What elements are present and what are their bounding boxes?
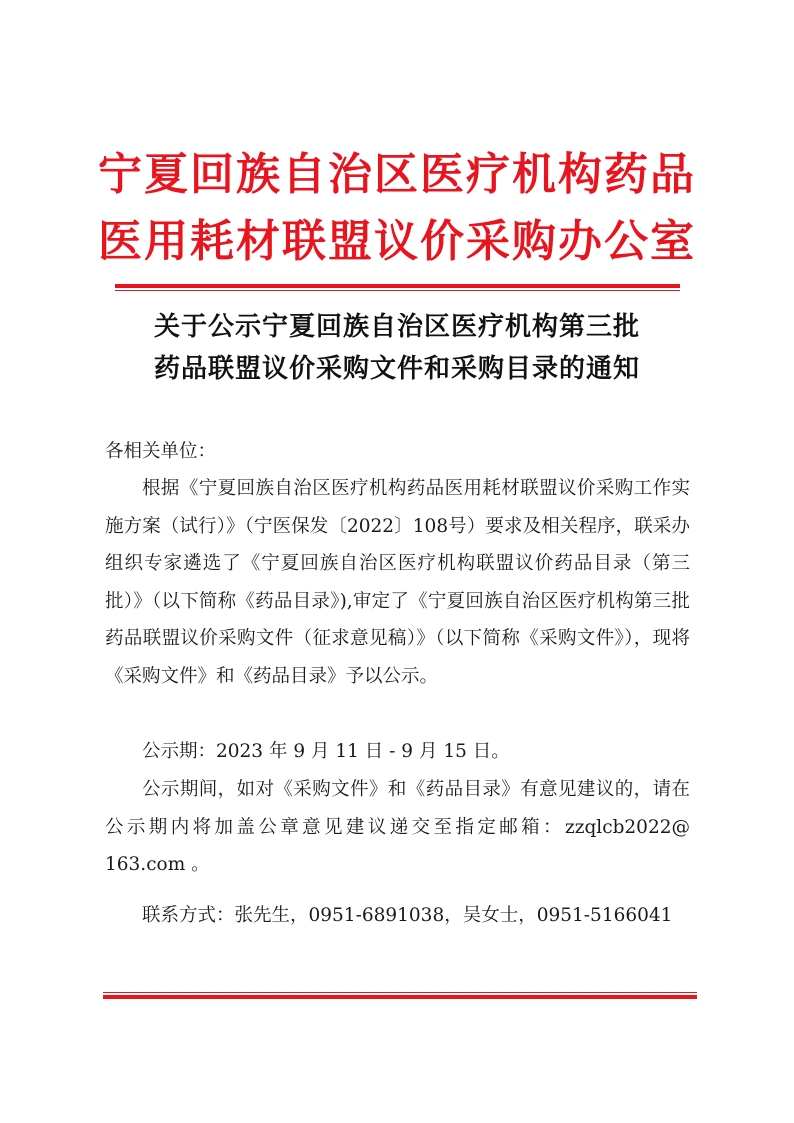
salutation: 各相关单位： bbox=[105, 441, 217, 462]
header-divider-thick bbox=[115, 284, 680, 288]
body-paragraph-publicity-period: 公示期：2023 年 9 月 11 日 - 9 月 15 日。 bbox=[142, 741, 510, 762]
footer-divider-thick bbox=[103, 995, 697, 999]
body-paragraph-feedback: 公示期间，如对《采购文件》和《药品目录》有意见建议的，请在公示期内将加盖公章意见建议递交至指定邮箱：zzqlcb2022@ 163.com 。 bbox=[105, 779, 690, 875]
issuer-title-line1: 宁夏回族自治区医疗机构药品 bbox=[98, 149, 696, 200]
header-divider-thin bbox=[115, 290, 680, 291]
footer-divider-thin bbox=[103, 992, 697, 993]
notice-title-line1: 关于公示宁夏回族自治区医疗机构第三批 bbox=[153, 312, 640, 342]
body-paragraph-1: 根据《宁夏回族自治区医疗机构药品医用耗材联盟议价采购工作实施方案（试行）》（宁医保发〔2022〕108号）要求及相关程序，联采办组织专家遴选了《宁夏回族自治区医疗机构联盟议价药品目录（第三批）》（以下简称《药品目录》),审定了《宁夏回族自治区医疗机构第三批药品联盟议价采购文件（征求意见稿）》（以下简称《采购文件》），现将《采购文件》和《药品目录》予以公示。 bbox=[105, 478, 690, 687]
issuer-title-line2: 医用耗材联盟议价采购办公室 bbox=[98, 216, 696, 267]
notice-title-line2: 药品联盟议价采购文件和采购目录的通知 bbox=[153, 354, 640, 384]
body-paragraph-contacts: 联系方式：张先生，0951-6891038，吴女士，0951-5166041 bbox=[142, 905, 673, 926]
